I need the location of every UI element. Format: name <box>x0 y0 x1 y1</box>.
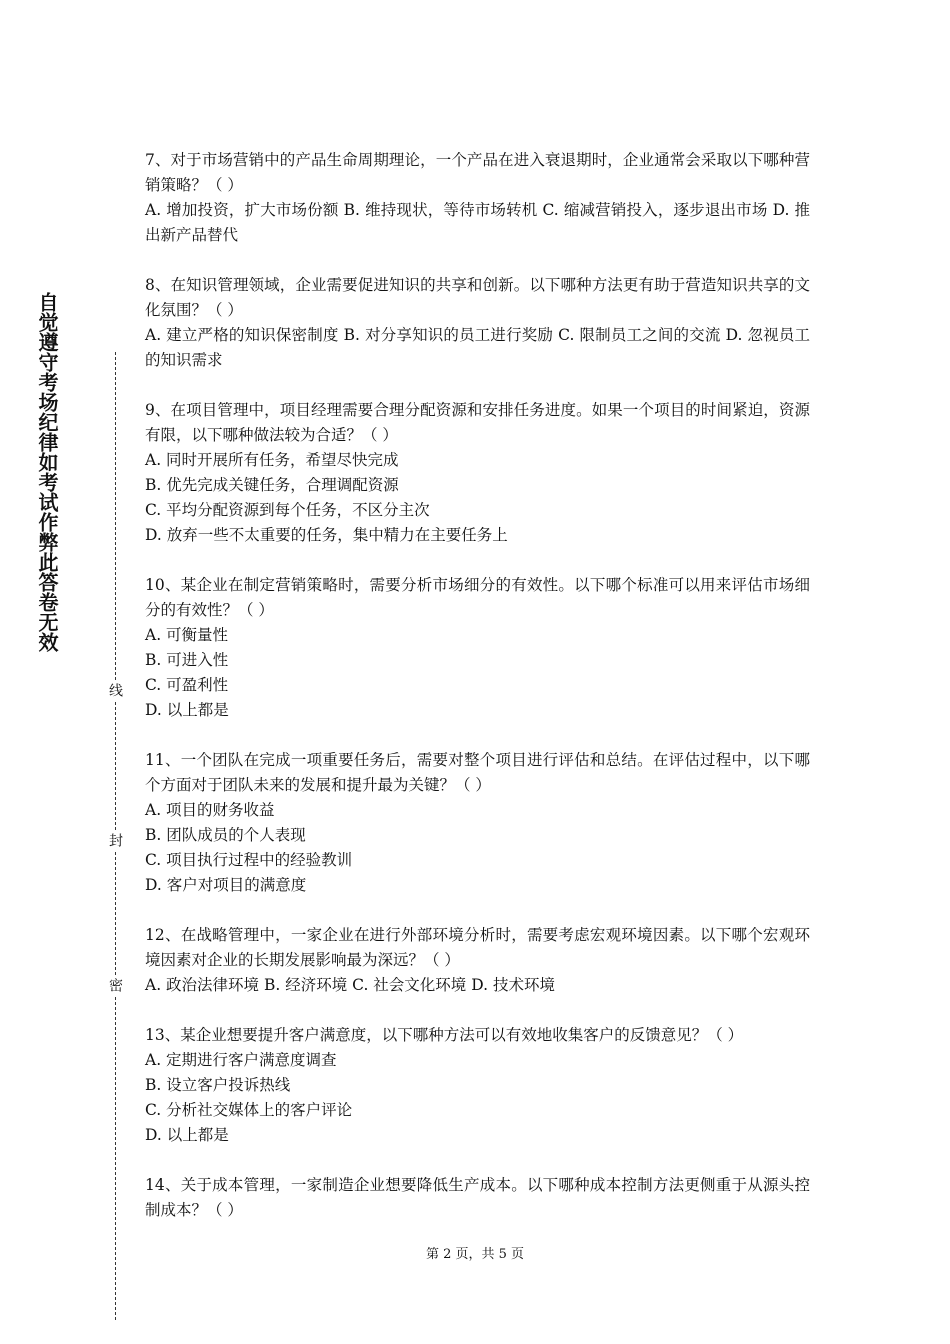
question-options: A. 建立严格的知识保密制度 B. 对分享知识的员工进行奖励 C. 限制员工之间的交流 D. 忽视员工的知识需求 <box>145 326 810 369</box>
page-footer: 第 2 页，共 5 页 <box>425 1247 525 1262</box>
question-stem: 10、某企业在制定营销策略时，需要分析市场细分的有效性。以下哪个标准可以用来评估市场细分的有效性？（ ） <box>145 576 810 619</box>
option-c: C. 平均分配资源到每个任务，不区分主次 <box>145 501 430 519</box>
question-13 <box>145 1023 810 1148</box>
question-options: A. 增加投资，扩大市场份额 B. 维持现状，等待市场转机 C. 缩减营销投入，逐步退出市场 D. 推出新产品替代 <box>145 201 810 244</box>
option-b: B. 团队成员的个人表现 <box>145 826 306 844</box>
option-d: D. 放弃一些不太重要的任务，集中精力在主要任务上 <box>145 526 508 544</box>
question-10 <box>145 573 810 723</box>
question-list <box>145 148 810 1248</box>
question-stem: 7、对于市场营销中的产品生命周期理论，一个产品在进入衰退期时，企业通常会采取以下哪种营销策略？（ ） <box>145 151 810 194</box>
option-a: A. 项目的财务收益 <box>145 801 275 819</box>
question-8 <box>145 273 810 373</box>
option-a: A. 可衡量性 <box>145 626 229 644</box>
option-d: D. 客户对项目的满意度 <box>145 876 307 894</box>
question-9 <box>145 398 810 548</box>
question-stem: 8、在知识管理领域，企业需要促进知识的共享和创新。以下哪种方法更有助于营造知识共享的文化氛围？（ ） <box>145 276 810 319</box>
exam-discipline-notice: 自觉遵守考场纪律如考试作弊此答卷无效 <box>35 292 59 652</box>
question-stem: 14、关于成本管理，一家制造企业想要降低生产成本。以下哪种成本控制方法更侧重于从源头控制成本？（ ） <box>145 1176 810 1219</box>
question-stem: 12、在战略管理中，一家企业在进行外部环境分析时，需要考虑宏观环境因素。以下哪个宏观环境因素对企业的长期发展影响最为深远？（ ） <box>145 926 810 969</box>
option-c: C. 项目执行过程中的经验教训 <box>145 851 353 869</box>
option-b: B. 设立客户投诉热线 <box>145 1076 291 1094</box>
binding-label-feng: 封 <box>107 830 125 850</box>
question-stem: 11、一个团队在完成一项重要任务后，需要对整个项目进行评估和总结。在评估过程中，以下哪个方面对于团队未来的发展和提升最为关键？（ ） <box>145 751 810 794</box>
question-stem: 9、在项目管理中，项目经理需要合理分配资源和安排任务进度。如果一个项目的时间紧迫，资源有限，以下哪种做法较为合适？（ ） <box>145 401 810 444</box>
option-b: B. 可进入性 <box>145 651 229 669</box>
question-11 <box>145 748 810 898</box>
option-c: C. 可盈利性 <box>145 676 229 694</box>
option-c: C. 分析社交媒体上的客户评论 <box>145 1101 353 1119</box>
option-d: D. 以上都是 <box>145 701 229 719</box>
question-14 <box>145 1173 810 1223</box>
question-stem: 13、某企业想要提升客户满意度，以下哪种方法可以有效地收集客户的反馈意见？（ ） <box>145 1026 744 1044</box>
binding-label-xian: 线 <box>107 680 125 700</box>
option-a: A. 定期进行客户满意度调查 <box>145 1051 337 1069</box>
question-12 <box>145 923 810 998</box>
binding-label-mi: 密 <box>107 975 125 995</box>
question-options: A. 政治法律环境 B. 经济环境 C. 社会文化环境 D. 技术环境 <box>145 976 555 994</box>
option-b: B. 优先完成关键任务，合理调配资源 <box>145 476 399 494</box>
option-a: A. 同时开展所有任务，希望尽快完成 <box>145 451 399 469</box>
question-7 <box>145 148 810 248</box>
option-d: D. 以上都是 <box>145 1126 229 1144</box>
